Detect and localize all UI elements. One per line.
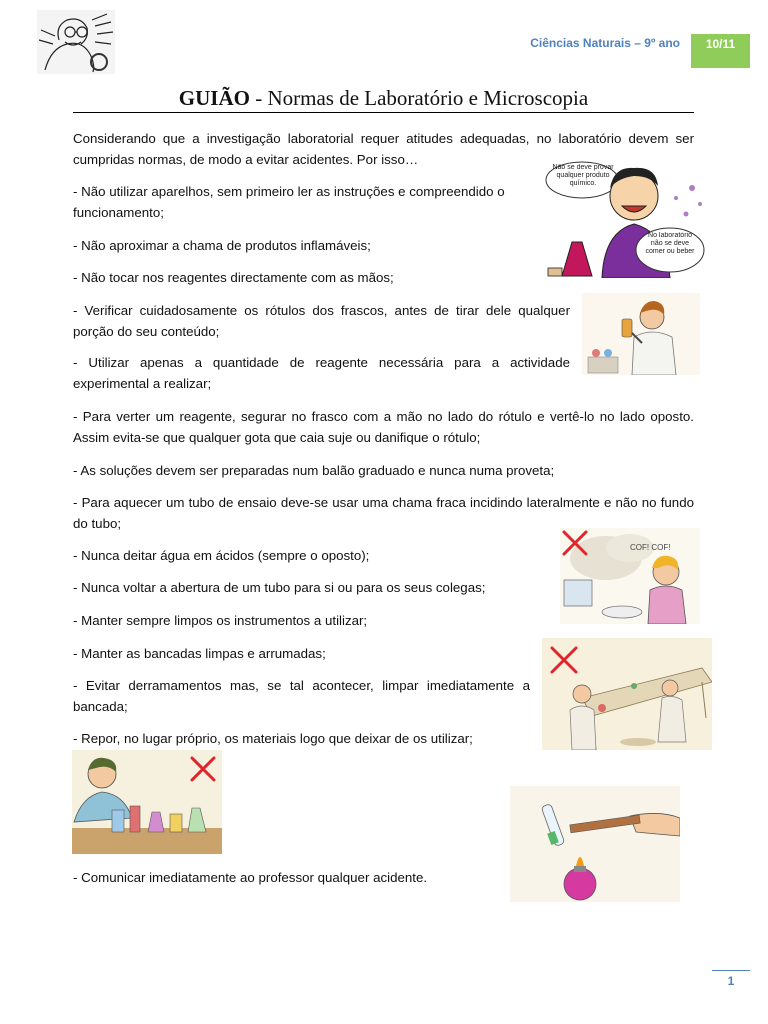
rule-13: - Evitar derramamentos mas, se tal acontecer, limpar imediatamente a bancada; [73, 678, 530, 714]
coughing-fumes-illustration [560, 528, 700, 624]
header-subject: Ciências Naturais – 9º ano [530, 36, 680, 50]
title-bold: GUIÃO [178, 86, 250, 110]
rule-9: - Nunca deitar água em ácidos (sempre o oposto); [73, 548, 370, 563]
rule-11: - Manter sempre limpos os instrumentos a utilizar; [73, 613, 368, 628]
rule-5: - Utilizar apenas a quantidade de reagente necessária para a actividade experimental a realizar; [73, 355, 570, 391]
rule-2: - Não aproximar a chama de produtos inflamáveis; [73, 238, 371, 253]
rule-12: - Manter as bancadas limpas e arrumadas; [73, 646, 326, 661]
rule-8: - Para aquecer um tubo de ensaio deve-se usar uma chama fraca incidindo lateralmente e não no fundo do tubo; [73, 495, 694, 531]
reading-label-illustration [582, 293, 700, 375]
rule-14: - Repor, no lugar próprio, os materiais logo que deixar de os utilizar; [73, 731, 473, 746]
bubble-no-tasting: Não se deve provar qualquer produto químico. [552, 164, 614, 187]
title-underline [73, 112, 694, 113]
rule-3: - Não tocar nos reagentes directamente com as mãos; [73, 270, 394, 285]
test-tube-heating-illustration [510, 786, 680, 902]
bubble-no-eating: No laboratório não se deve comer ou beber [645, 232, 695, 255]
header-year-badge: 10/11 [691, 34, 750, 68]
footer-rule [712, 970, 750, 971]
messy-bench-illustration [542, 638, 712, 750]
title-rest: - Normas de Laboratório e Microscopia [249, 86, 589, 110]
intro-paragraph: Considerando que a investigação laboratorial requer atitudes adequadas, no laboratório devem ser cumpridas normas, de modo a evitar acidentes. Por isso… [73, 131, 694, 167]
rule-10: - Nunca voltar a abertura de um tubo para si ou para os seus colegas; [73, 580, 486, 595]
rule-1: - Não utilizar aparelhos, sem primeiro ler as instruções e compreendido o funcionamento; [73, 184, 505, 220]
page-number: 1 [727, 974, 735, 988]
rule-15: - Comunicar imediatamente ao professor qualquer acidente. [73, 870, 428, 885]
cough-text: COF! COF! [630, 543, 671, 552]
cluttered-materials-illustration [72, 750, 222, 854]
page-title [73, 86, 694, 111]
rule-6: - Para verter um reagente, segurar no frasco com a mão no lado do rótulo e vertê-lo no lado oposto. Assim evita-se que qualquer gota que caia suje ou danifique o rótulo; [73, 409, 694, 445]
rule-4: - Verificar cuidadosamente os rótulos dos frascos, antes de tirar dele qualquer porção do seu conteúdo; [73, 303, 570, 339]
scientist-logo-illustration [37, 10, 115, 74]
no-tasting-cartoon [542, 158, 710, 278]
rule-7: - As soluções devem ser preparadas num balão graduado e nunca numa proveta; [73, 463, 555, 478]
